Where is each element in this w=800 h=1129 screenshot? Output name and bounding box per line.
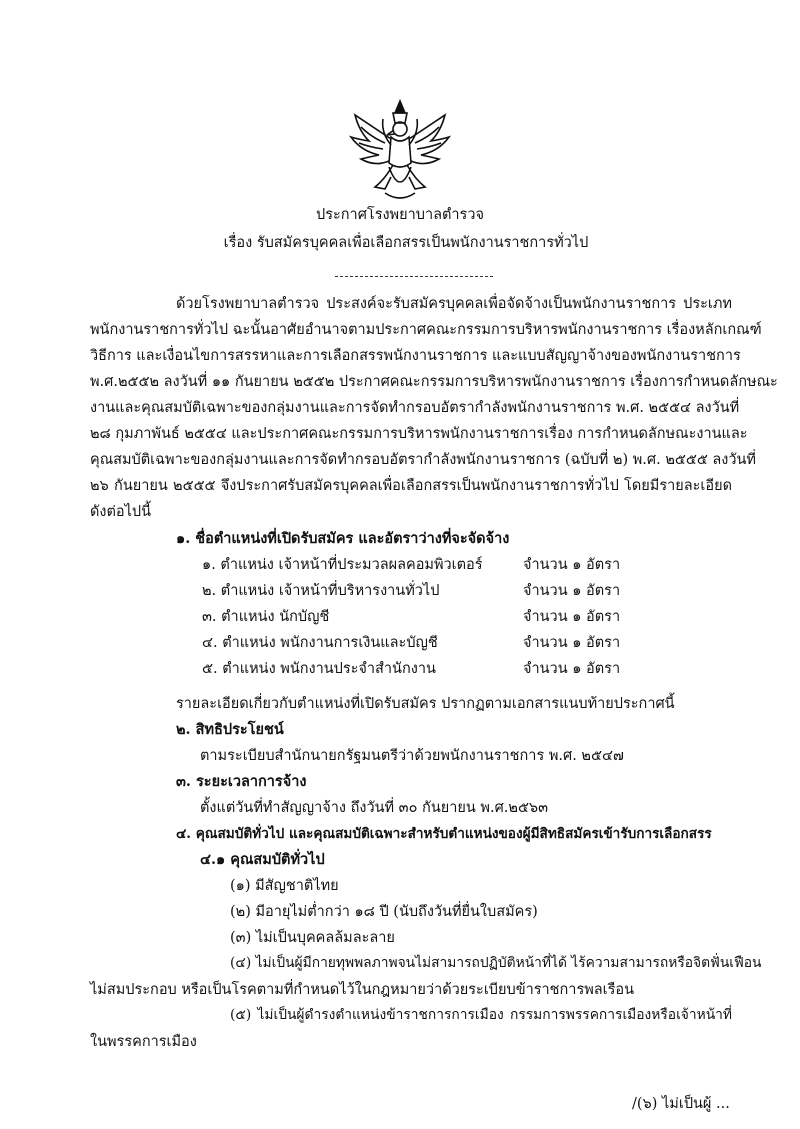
qualification-item-4-line-1: (๔) ไม่เป็นผู้มีกายทุพพลภาพจนไม่สามารถปฏิบัติหน้าที่ได้ ไร้ความสามารถหรือจิตฟั่นเฟือน — [230, 955, 762, 971]
position-4-count: จำนวน ๑ อัตรา — [523, 635, 621, 651]
intro-line-5: งานและคุณสมบัติเฉพาะของกลุ่มงานและการจัดทำกรอบอัตรากำลังพนักงานราชการ พ.ศ. ๒๕๕๔ ลงวันที่ — [90, 400, 740, 416]
intro-line-4: พ.ศ.๒๕๕๒ ลงวันที่ ๑๑ กันยายน ๒๕๕๒ ประกาศคณะกรรมการบริหารพนักงานราชการ เรื่องการกำหนดลักษณะ — [90, 374, 778, 390]
intro-line-3: วิธีการ และเงื่อนไขการสรรหาและการเลือกสรรพนักงานราชการ และแบบสัญญาจ้างของพนักงานราชการ — [90, 348, 741, 364]
position-5-count: จำนวน ๑ อัตรา — [523, 661, 621, 677]
qualification-item-4-line-2: ไม่สมประกอบ หรือเป็นโรคตามที่กำหนดไว้ในกฎหมายว่าด้วยระเบียบข้าราชการพลเรือน — [90, 982, 635, 998]
document-title: ประกาศโรงพยาบาลตำรวจ — [316, 207, 484, 223]
position-2-count: จำนวน ๑ อัตรา — [523, 583, 621, 599]
garuda-emblem-icon — [345, 97, 455, 205]
qualification-item-2: (๒) มีอายุไม่ต่ำกว่า ๑๘ ปี (นับถึงวันที่ยื่นใบสมัคร) — [230, 904, 538, 920]
document-subject: เรื่อง รับสมัครบุคคลเพื่อเลือกสรรเป็นพนักงานราชการทั่วไป — [223, 235, 589, 251]
qualification-item-5-line-1: (๕) ไม่เป็นผู้ดำรงตำแหน่งข้าราชการการเมือง กรรมการพรรคการเมืองหรือเจ้าหน้าที่ — [230, 1007, 732, 1023]
position-2-label: ๒. ตำแหน่ง เจ้าหน้าที่บริหารงานทั่วไป — [202, 583, 440, 599]
section-3-heading: ๓. ระยะเวลาการจ้าง — [176, 773, 307, 790]
intro-line-9: ดังต่อไปนี้ — [90, 504, 152, 520]
qualification-item-1: (๑) มีสัญชาติไทย — [230, 878, 339, 894]
section-2-text: ตามระเบียบสำนักนายกรัฐมนตรีว่าด้วยพนักงานราชการ พ.ศ. ๒๕๔๗ — [200, 748, 624, 764]
section-2-heading: ๒. สิทธิประโยชน์ — [176, 721, 284, 738]
qualification-item-5-line-2: ในพรรคการเมือง — [90, 1034, 197, 1050]
position-1-count: จำนวน ๑ อัตรา — [523, 557, 621, 573]
position-5-label: ๕. ตำแหน่ง พนักงานประจำสำนักงาน — [202, 661, 436, 677]
position-3-count: จำนวน ๑ อัตรา — [523, 609, 621, 625]
section-1-note: รายละเอียดเกี่ยวกับตำแหน่งที่เปิดรับสมัคร ปรากฏตามเอกสารแนบท้ายประกาศนี้ — [176, 696, 675, 712]
intro-line-7: คุณสมบัติเฉพาะของกลุ่มงานและการจัดทำกรอบอัตรากำลังพนักงานราชการ (ฉบับที่ ๒) พ.ศ. ๒๕๕๕ ลงวันที่ — [90, 452, 756, 468]
intro-line-2: พนักงานราชการทั่วไป ฉะนั้นอาศัยอำนาจตามประกาศคณะกรรมการบริหารพนักงานราชการ เรื่องหลักเกณฑ์ — [90, 322, 762, 338]
intro-line-8: ๒๖ กันยายน ๒๕๕๕ จึงประกาศรับสมัครบุคคลเพื่อเลือกสรรเป็นพนักงานราชการทั่วไป โดยมีรายละเอียด — [90, 478, 732, 494]
intro-line-1: ด้วยโรงพยาบาลตำรวจ ประสงค์จะรับสมัครบุคคลเพื่อจัดจ้างเป็นพนักงานราชการ ประเภท — [176, 296, 732, 312]
continuation-note: /(๖) ไม่เป็นผู้ ... — [632, 1096, 730, 1112]
title-divider — [335, 276, 493, 277]
position-4-label: ๔. ตำแหน่ง พนักงานการเงินและบัญชี — [202, 635, 438, 651]
intro-line-6: ๒๘ กุมภาพันธ์ ๒๕๕๔ และประกาศคณะกรรมการบริหารพนักงานราชการเรื่อง การกำหนดลักษณะงานและ — [90, 426, 748, 442]
qualification-item-3: (๓) ไม่เป็นบุคคลล้มละลาย — [230, 930, 395, 946]
section-1-heading: ๑. ชื่อตำแหน่งที่เปิดรับสมัคร และอัตราว่างที่จะจัดจ้าง — [176, 530, 510, 547]
section-4-heading: ๔. คุณสมบัติทั่วไป และคุณสมบัติเฉพาะสำหรับตำแหน่งของผู้มีสิทธิสมัครเข้ารับการเลือกสรร — [176, 826, 712, 842]
position-3-label: ๓. ตำแหน่ง นักบัญชี — [202, 609, 330, 625]
section-4-1-heading: ๔.๑ คุณสมบัติทั่วไป — [200, 851, 325, 868]
position-1-label: ๑. ตำแหน่ง เจ้าหน้าที่ประมวลผลคอมพิวเตอร์ — [202, 557, 483, 573]
section-3-text: ตั้งแต่วันที่ทำสัญญาจ้าง ถึงวันที่ ๓๐ กันยายน พ.ศ.๒๕๖๓ — [200, 800, 549, 816]
